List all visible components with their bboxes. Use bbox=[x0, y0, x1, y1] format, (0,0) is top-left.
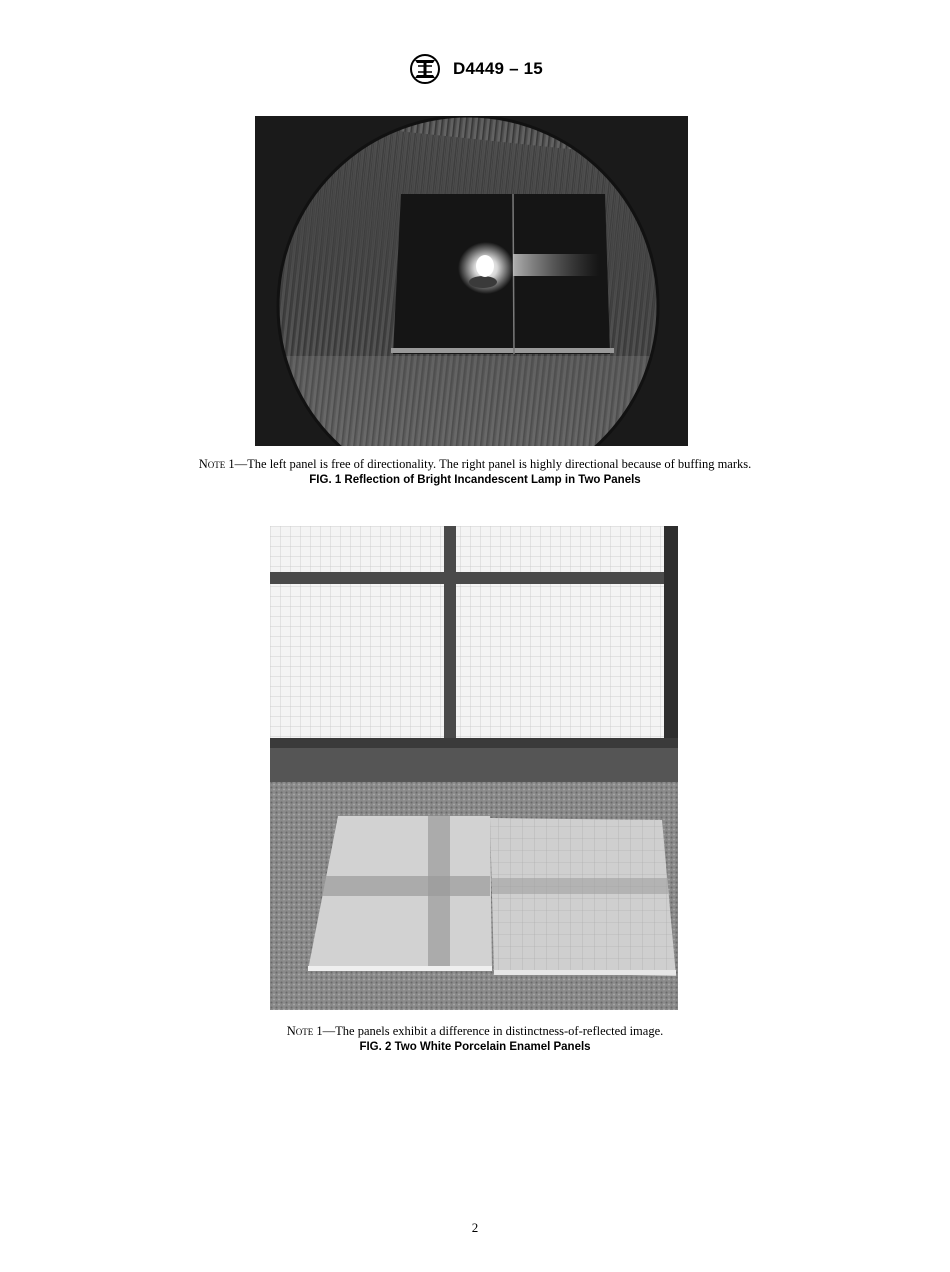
note-text: 1—The left panel is free of directionality. The right panel is highly directional because of buffing marks. bbox=[225, 457, 752, 471]
figure-1-photo bbox=[255, 116, 688, 446]
figure-2-caption: FIG. 2 Two White Porcelain Enamel Panels bbox=[359, 1041, 591, 1053]
standard-designation: D4449 – 15 bbox=[453, 59, 543, 78]
note-label: Note bbox=[198, 457, 226, 471]
figure-2-note bbox=[0, 1024, 950, 1039]
page-header bbox=[0, 52, 950, 86]
page-number: 2 bbox=[471, 1220, 479, 1235]
figure-1-note bbox=[0, 457, 950, 472]
note-label: Note bbox=[286, 1024, 314, 1038]
note-text: 1—The panels exhibit a difference in distinctness-of-reflected image. bbox=[313, 1024, 664, 1038]
figure-2-photo bbox=[270, 526, 678, 1010]
figure-1-caption: FIG. 1 Reflection of Bright Incandescent Lamp in Two Panels bbox=[309, 474, 641, 486]
astm-logo-icon bbox=[407, 52, 443, 86]
